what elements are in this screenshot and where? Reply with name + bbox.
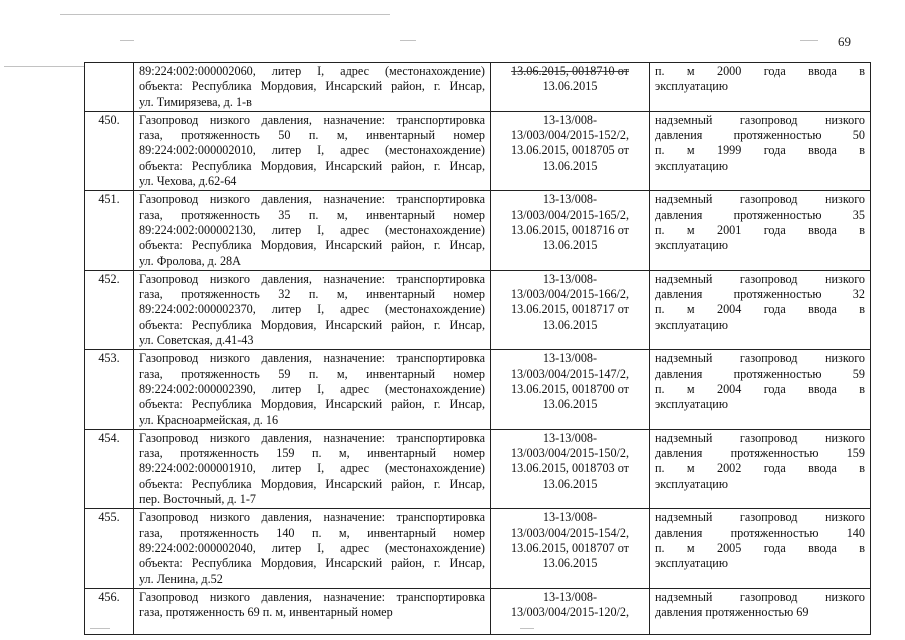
registration-cell [491,429,650,508]
description-line: пер. Восточный, д. 1-7 [139,492,256,507]
registration-line: 13-13/008- [542,589,598,604]
registry-body [85,63,871,635]
registration-line: 13/003/004/2015-166/2, [510,287,630,302]
row-number-cell [85,588,134,634]
characteristics-line: давления протяженностью 32 [655,287,865,302]
registration-line: 13/003/004/2015-165/2, [510,207,630,222]
row-number-cell [85,350,134,429]
description-line: газа, протяженность 69 п. м, инвентарный номер [139,605,393,620]
registration-line: 13.06.2015, 0018703 от [511,461,629,476]
row-number: 451. [98,192,120,207]
characteristics-line: давления протяженностью 50 [655,128,865,143]
registration-line: 13.06.2015 [542,158,598,173]
registration-cell [491,270,650,349]
characteristics-line: давления протяженностью 159 [655,446,865,461]
table-row [85,191,871,270]
characteristics-line: надземный газопровод низкого [655,510,865,525]
registration-line: 13.06.2015 [542,79,598,94]
registration-cell [491,350,650,429]
characteristics-line: надземный газопровод низкого [655,351,865,366]
description-line: газа, протяженность 59 п. м, инвентарный номер [139,366,485,381]
characteristics-cell [650,191,871,270]
characteristics-line: эксплуатацию [655,556,728,571]
characteristics-line: п. м 2004 года ввода в [655,381,865,396]
registration-line: 13-13/008- [542,430,598,445]
characteristics-cell [650,509,871,588]
characteristics-cell [650,350,871,429]
description-line: газа, протяженность 159 п. м, инвентарный номер [139,446,485,461]
description-line: 89:224:002:000002370, литер I, адрес (местонахождение) [139,302,485,317]
scan-artifact [60,14,390,15]
registration-line: 13.06.2015, 0018705 от [511,143,629,158]
table-row [85,588,871,634]
registration-line: 13.06.2015 [542,238,598,253]
object-description-cell [134,350,491,429]
registration-line: 13-13/008- [542,351,598,366]
description-line: газа, протяженность 32 п. м, инвентарный номер [139,287,485,302]
registration-line: 13.06.2015 [542,476,598,491]
characteristics-line: давления протяженностью 35 [655,207,865,222]
description-line: газа, протяженность 50 п. м, инвентарный номер [139,128,485,143]
table-row-continued [85,63,871,112]
registration-line: 13/003/004/2015-152/2, [510,128,630,143]
registration-cell [491,588,650,634]
registration-line: 13/003/004/2015-150/2, [510,446,630,461]
characteristics-cell [650,429,871,508]
characteristics-line: давления протяженностью 69 [655,605,809,620]
registration-cell [491,191,650,270]
characteristics-line: давления протяженностью 59 [655,366,865,381]
description-line: Газопровод низкого давления, назначение: транспортировка [139,271,485,286]
table-row [85,111,871,190]
registration-line: 13.06.2015, 0018716 от [511,222,629,237]
registration-line: 13.06.2015 [542,317,598,332]
characteristics-line: п. м 2005 года ввода в [655,540,865,555]
characteristics-line: п. м 2002 года ввода в [655,461,865,476]
description-line: Газопровод низкого давления, назначение: транспортировка [139,510,485,525]
description-line: объекта: Республика Мордовия, Инсарский район, г. Инсар, [139,79,485,94]
characteristics-cell [650,111,871,190]
table-row [85,509,871,588]
characteristics-line: п. м 2000 года ввода в [655,64,865,78]
registry-table [84,62,871,635]
characteristics-line: эксплуатацию [655,476,728,491]
row-number: 452. [98,271,120,286]
description-line: ул. Чехова, д.62-64 [139,174,237,189]
object-description-cell [134,191,491,270]
characteristics-cell [650,63,871,112]
object-description-cell [134,429,491,508]
description-line: 89:224:002:000002130, литер I, адрес (местонахождение) [139,222,485,237]
characteristics-line: эксплуатацию [655,397,728,412]
description-line: газа, протяженность 35 п. м, инвентарный номер [139,207,485,222]
page-number: 69 [838,34,851,49]
description-line: 89:224:002:000002010, литер I, адрес (местонахождение) [139,143,485,158]
characteristics-line: давления протяженностью 140 [655,525,865,540]
registration-line: 13-13/008- [542,192,598,207]
row-number: 450. [98,112,120,127]
row-number: 456. [98,589,120,604]
description-line: 89:224:002:000002060, литер I, адрес (местонахождение) [139,64,485,78]
description-line: ул. Ленина, д.52 [139,571,223,586]
registration-line: 13.06.2015, 0018707 от [511,540,629,555]
characteristics-line: надземный газопровод низкого [655,589,865,604]
registration-line: 13.06.2015, 0018710 от [511,64,629,78]
registration-line: 13/003/004/2015-120/2, [510,605,630,620]
characteristics-line: эксплуатацию [655,158,728,173]
registration-line: 13/003/004/2015-154/2, [510,525,630,540]
row-number-cell [85,270,134,349]
description-line: 89:224:002:000002040, литер I, адрес (местонахождение) [139,540,485,555]
row-number-cell [85,509,134,588]
table-row [85,429,871,508]
registration-cell [491,509,650,588]
registration-cell [491,63,650,112]
description-line: ул. Фролова, д. 28А [139,253,241,268]
description-line: Газопровод низкого давления, назначение: транспортировка [139,192,485,207]
description-line: Газопровод низкого давления, назначение: транспортировка [139,430,485,445]
row-number: 454. [98,430,120,445]
table-row [85,350,871,429]
characteristics-line: надземный газопровод низкого [655,271,865,286]
description-line: объекта: Республика Мордовия, Инсарский район, г. Инсар, [139,317,485,332]
row-number-cell [85,429,134,508]
registration-line: 13.06.2015, 0018717 от [511,302,629,317]
description-line: 89:224:002:000001910, литер I, адрес (местонахождение) [139,461,485,476]
characteristics-line: эксплуатацию [655,317,728,332]
characteristics-line: надземный газопровод низкого [655,112,865,127]
registration-line: 13/003/004/2015-147/2, [510,366,630,381]
characteristics-line: п. м 1999 года ввода в [655,143,865,158]
row-number: 455. [98,510,120,525]
registration-line: 13.06.2015, 0018700 от [511,381,629,396]
description-line: объекта: Республика Мордовия, Инсарский район, г. Инсар, [139,397,485,412]
registration-line: 13.06.2015 [542,397,598,412]
characteristics-line: надземный газопровод низкого [655,192,865,207]
characteristics-line: эксплуатацию [655,238,728,253]
object-description-cell [134,270,491,349]
description-line: ул. Советская, д.41-43 [139,333,254,348]
characteristics-line: эксплуатацию [655,79,728,94]
description-line: объекта: Республика Мордовия, Инсарский район, г. Инсар, [139,556,485,571]
row-number-cell [85,63,134,112]
object-description-cell [134,111,491,190]
table-row [85,270,871,349]
scan-artifact [800,40,818,41]
registration-line: 13-13/008- [542,510,598,525]
characteristics-line: надземный газопровод низкого [655,430,865,445]
scan-artifact [120,40,134,41]
object-description-cell [134,588,491,634]
description-line: Газопровод низкого давления, назначение: транспортировка [139,351,485,366]
scan-artifact [400,40,416,41]
scan-artifact [4,66,84,67]
characteristics-line: п. м 2001 года ввода в [655,222,865,237]
registration-line: 13-13/008- [542,271,598,286]
description-line: Газопровод низкого давления, назначение: транспортировка [139,589,485,604]
registration-line: 13-13/008- [542,112,598,127]
row-number-cell [85,111,134,190]
description-line: 89:224:002:000002390, литер I, адрес (местонахождение) [139,381,485,396]
description-line: ул. Красноармейская, д. 16 [139,412,279,427]
row-number-cell [85,191,134,270]
description-line: объекта: Республика Мордовия, Инсарский район, г. Инсар, [139,158,485,173]
description-line: объекта: Республика Мордовия, Инсарский район, г. Инсар, [139,476,485,491]
description-line: Газопровод низкого давления, назначение: транспортировка [139,112,485,127]
description-line: ул. Тимирязева, д. 1-в [139,94,252,109]
characteristics-line: п. м 2004 года ввода в [655,302,865,317]
object-description-cell [134,63,491,112]
description-line: газа, протяженность 140 п. м, инвентарный номер [139,525,485,540]
characteristics-cell [650,270,871,349]
description-line: объекта: Республика Мордовия, Инсарский район, г. Инсар, [139,238,485,253]
characteristics-cell [650,588,871,634]
object-description-cell [134,509,491,588]
registration-line: 13.06.2015 [542,556,598,571]
registration-cell [491,111,650,190]
row-number: 453. [98,351,120,366]
